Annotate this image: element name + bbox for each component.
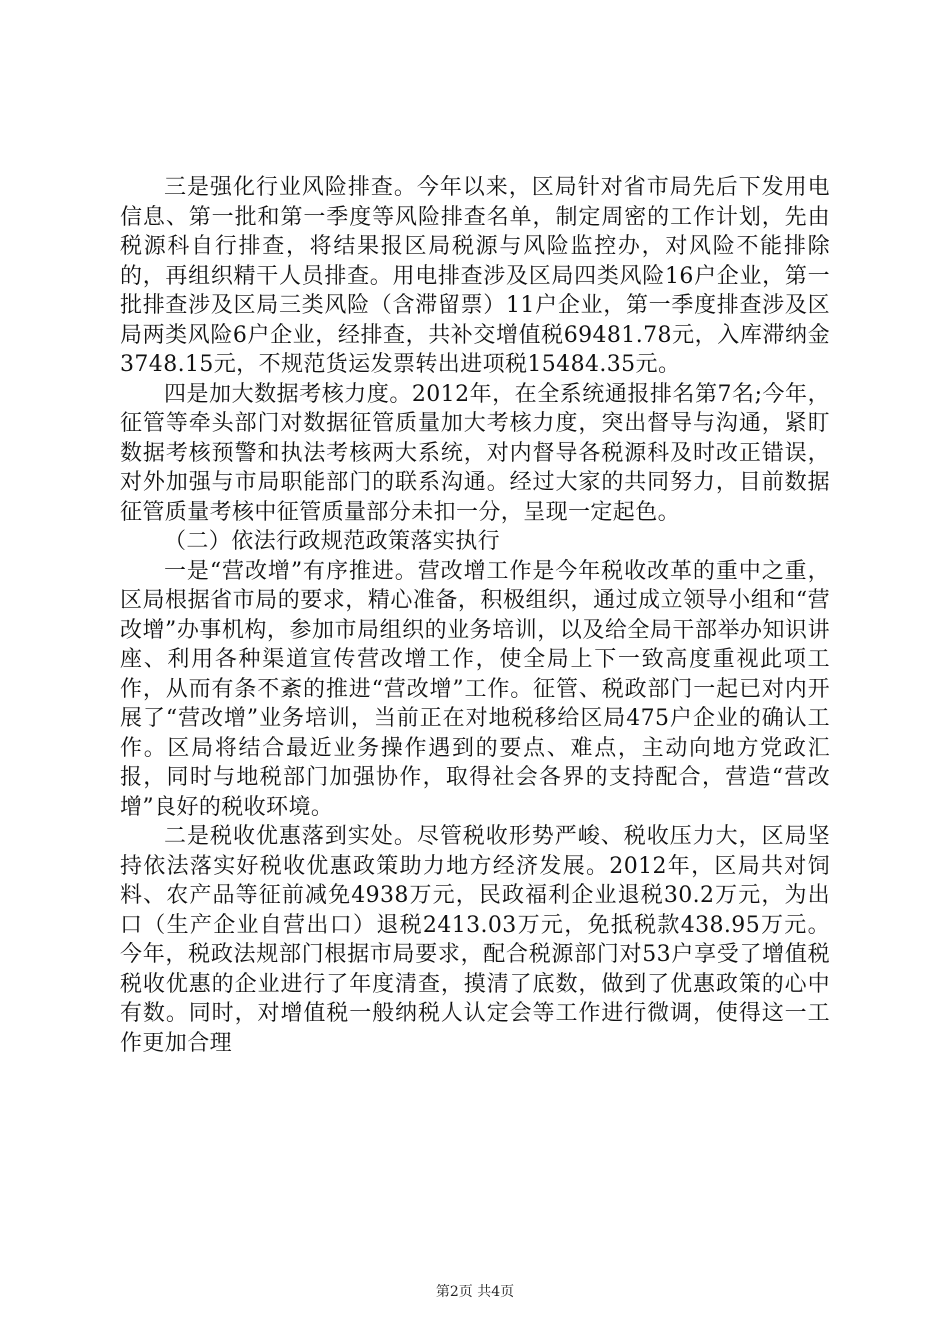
paragraph-data-assessment: 四是加大数据考核力度。2012年，在全系统通报排名第7名;今年，征管等牵头部门对数据征管质量加大考核力度，突出督导与沟通，紧盯数据考核预警和执法考核两大系统，对内督导各税源科及时改正错误，对外加强与市局职能部门的联系沟通。经过大家的共同努力，目前数据征管质量考核中征管质量部分未扣一分，呈现一定起色。 bbox=[120, 381, 830, 525]
page-footer: 第2页 共4页 bbox=[435, 1284, 515, 1300]
paragraph-vat-reform: 一是“营改增”有序推进。营改增工作是今年税收改革的重中之重，区局根据省市局的要求，精心准备，积极组织，通过成立领导小组和“营改增”办事机构，参加市局组织的业务培训，以及给全局干部举办知识讲座、利用各种渠道宣传营改增工作，使全局上下一致高度重视此项工作，从而有条不紊的推进“营改增”工作。征管、税政部门一起已对内开展了“营改增”业务培训，当前正在对地税移给区局475户企业的确认工作。区局将结合最近业务操作遇到的要点、难点，主动向地方党政汇报，同时与地税部门加强协作，取得社会各界的支持配合，营造“营改增”良好的税收环境。 bbox=[120, 558, 830, 820]
paragraph-risk-screening: 三是强化行业风险排查。今年以来，区局针对省市局先后下发用电信息、第一批和第一季度等风险排查名单，制定周密的工作计划，先由税源科自行排查，将结果报区局税源与风险监控办，对风险不能排除的，再组织精干人员排查。用电排查涉及区局四类风险16户企业，第一批排查涉及区局三类风险（含滞留票）11户企业，第一季度排查涉及区局两类风险6户企业，经排查，共补交增值税69481.78元，入库滞纳金3748.15元，不规范货运发票转出进项税15484.35元。 bbox=[120, 175, 830, 377]
section-heading: （二）依法行政规范政策落实执行 bbox=[164, 529, 501, 554]
paragraph-tax-incentives: 二是税收优惠落到实处。尽管税收形势严峻、税收压力大，区局坚持依法落实好税收优惠政策助力地方经济发展。2012年，区局共对饲料、农产品等征前减免4938万元，民政福利企业退税30.2万元，为出口（生产企业自营出口）退税2413.03万元，免抵税款438.95万元。今年，税政法规部门根据市局要求，配合税源部门对53户享受了增值税税收优惠的企业进行了年度清查，摸清了底数，做到了优惠政策的心中有数。同时，对增值税一般纳税人认定会等工作进行微调，使得这一工作更加合理 bbox=[120, 824, 830, 1056]
document-body bbox=[120, 173, 830, 1058]
